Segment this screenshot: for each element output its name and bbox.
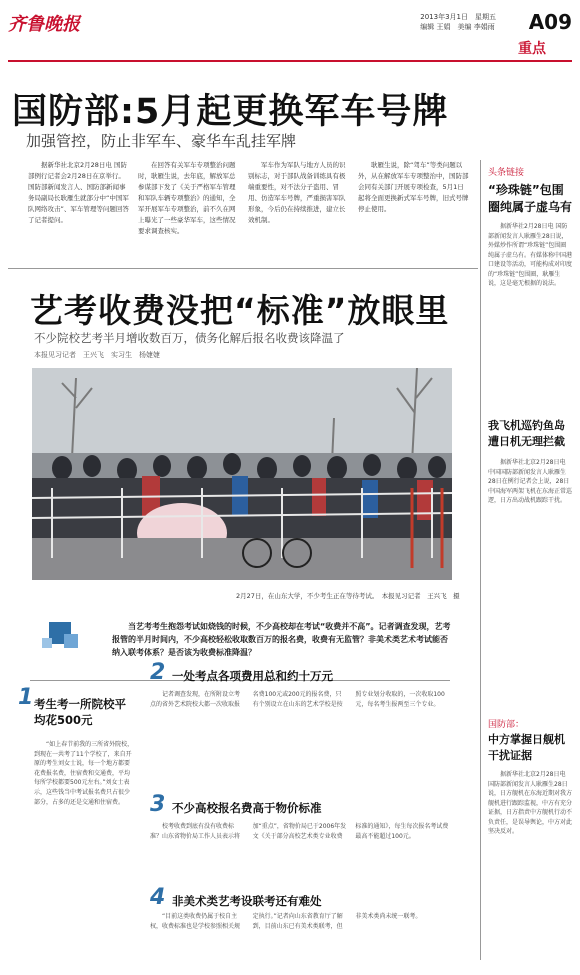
sidebar-tag: 头条链接 — [488, 168, 525, 178]
sidebar-body-1: 据新华社2月28日电 国防部新闻发言人耿雁生28日说，外媒炒作所谓“珍珠链”包围圈纯属子虚乌有。有媒体称中国港口建设等活动，可能构成对印度的“珍珠链”包围圈，耿雁生说，这是毫无根据的说法。 — [488, 223, 572, 287]
subsection-number-3: 3 — [150, 792, 166, 817]
photo-caption: 2月27日，在山东大学，不少考生正在等待考试。 本报见习记者 王兴飞 摄 — [236, 592, 460, 600]
callout-decoration-icon — [34, 620, 104, 670]
subsection-number-4: 4 — [150, 885, 166, 910]
sidebar-headline-1: “珍珠链”包围圈纯属子虚乌有 — [488, 183, 573, 214]
section-divider — [8, 268, 478, 269]
subsection-heading-2: 一处考点各项费用总和约十万元 — [172, 669, 333, 683]
lead-column-1: 据新华社北京2月28日电 国防部例行记者会2月28日在京举行。国防部新闻发言人、国防部新闻事务局副局长耿雁生就部分中“中国军队网络攻击”、军车管理等问题回答了记者提问。 — [28, 161, 129, 224]
news-photo — [32, 368, 452, 580]
subsection-body-1: “如上春节前我的三所省外院校，到现在一共考了11个学校了，来自开原的考生刘女士说，每一个地方都要花费报名费，住宿费和交通费，平均每所学校都要500元左右。”刘女士表示，这些钱当中考试报名费只占很少部分，占多的还是交通和住宿费。 — [34, 741, 134, 806]
sidebar-body-2: 据新华社北京2月28日电 中国国防部新闻发言人耿雁生28日在例行记者会上说，28日中国海军两架飞机在东海正常巡逻，日方出动战机跟踪干扰。 — [488, 459, 572, 504]
subsection-heading-4: 非美术类艺考设联考还有难处 — [172, 894, 322, 908]
subsection-number-1: 1 — [18, 685, 34, 710]
sidebar-headline-3: 中方掌握日舰机干扰证据 — [488, 733, 565, 762]
photo-illustration — [32, 368, 452, 580]
subsection-heading-3: 不少高校报名费高于物价标准 — [172, 801, 322, 815]
column-divider — [480, 160, 481, 960]
subsection-body-2: 记者调查发现，在所附设立考点的省外艺术院校大都一次收取报名费100元或200元的报名费，只有个别设立在山东的艺术学校是按照专业划分收取的，一次收取100元，每名考生报两至三个专业。 — [150, 691, 445, 708]
subsection-body-3: 校考收费到底有没有收费标准？山东省物价局工作人员表示将加“重点”，省物价局已于2006年发文《关于部分高校艺术类专业收费标准的通知》，每生每次报名考试费最高不能超过100元。 — [150, 823, 449, 840]
byline: 本报见习记者 王兴飞 实习生 杨婕婕 — [34, 351, 160, 359]
page-number: A09 — [528, 10, 572, 34]
subsection-body-4: “目前这类收费仍属于校自主权，收费标准也是学校参照相关规定执行。”记者向山东省教育厅了解到，目前山东已有美术类联考，但非美术类尚未统一联考。 — [150, 913, 422, 930]
subsection-number-2: 2 — [150, 660, 166, 685]
sidebar-tag-2: 国防部： — [488, 720, 525, 730]
feature-headline: 艺考收费没把“标准”放眼里 — [30, 291, 450, 330]
lead-column-3: 军车作为军队与地方人员的识别标志，对于部队战备训练具有极端重要性，对不法分子盗用、冒用、仿造军车号牌，严重损害军队形象，今后仍在持续推进，建立长效机制。 — [248, 161, 346, 224]
lead-headline: 国防部:5月起更换军车号牌 — [12, 92, 449, 132]
lead-subheadline: 加强管控，防止非军车、豪华车乱挂军牌 — [26, 132, 297, 150]
subsection-heading-1: 考生考一所院校平均花500元 — [34, 697, 126, 727]
sidebar-body-3: 据新华社北京2月28日电 国防部新闻发言人耿雁生28日说，日方舰机在东海近期对我方舰机进行跟踪监视，中方有充分证据，日方指责中方舰机行动不负责任，是误导舆论，中方对此坚决反对。 — [488, 771, 572, 835]
editor-credits: 编辑 王娟 美编 李娟雨 — [420, 23, 495, 31]
lead-column-4: 耿雁生说，除“驾车”等类问题以外，从在解放军车专项整治中，国防部会同有关部门开展专项检查，5月1日起将全面更换新式军车号牌，旧式号牌停止使用。 — [358, 161, 469, 213]
feature-intro: 当艺考考生抱怨考试如烧钱的时候，不少高校却在考试“收费并不高”。记者调查发现，艺考报管的半月时间内，不少高校轻松收取数百万的报名费，收费有无监管？非美术类艺术考试能否纳入联考体系？是否该为收费标准降温？ — [112, 622, 451, 657]
masthead — [8, 6, 572, 58]
section-label: 重点 — [518, 41, 546, 57]
date-block — [420, 12, 496, 32]
feature-subheadline: 不少院校艺考半月增收数百万，债务化解后报名收费该降温了 — [34, 331, 345, 345]
sidebar-headline-2: 我飞机巡钓鱼岛遭日机无理拦截 — [488, 419, 565, 448]
lead-column-2: 在回答有关军车专项整治问题时，耿雁生说，去年底，解放军总参谋部下发了《关于严格军车管理和军队车辆专项整治》的通知，全军开展军车专项整治，前不久在网上曝光了一些豪华军车，这些情况要求调查核实。 — [138, 161, 236, 235]
newspaper-logo: 齐鲁晚报 — [8, 14, 80, 35]
header-rule — [8, 60, 572, 62]
issue-date: 2013年3月1日 星期五 — [420, 13, 496, 21]
